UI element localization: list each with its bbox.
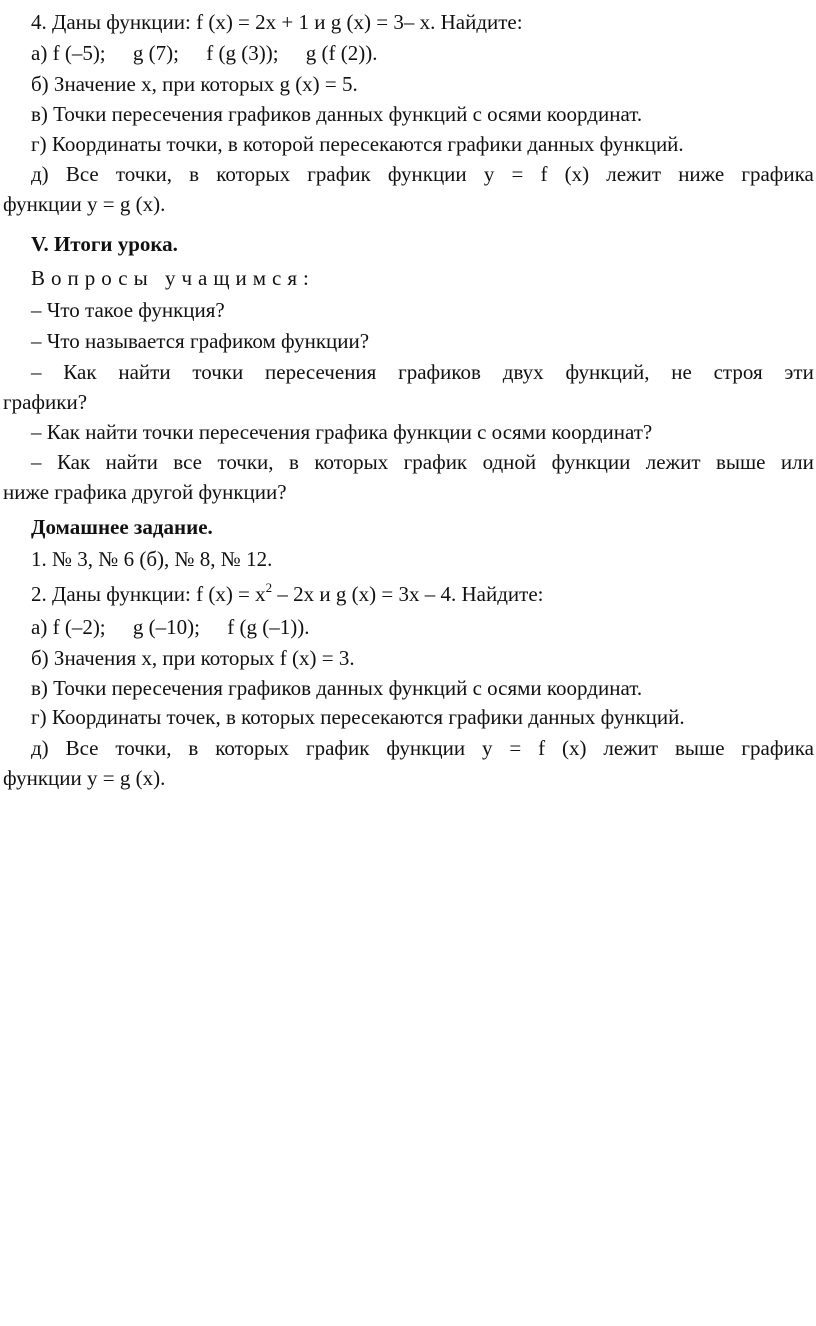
word: = bbox=[509, 736, 522, 760]
homework-a-item: f (–2); bbox=[52, 615, 106, 639]
homework-part-a bbox=[31, 617, 309, 638]
homework-a-item: g (–10); bbox=[132, 615, 200, 639]
word: (x) bbox=[561, 736, 587, 760]
word: эти bbox=[784, 360, 814, 384]
homework-item-1: 1. № 3, № 6 (б), № 8, № 12. bbox=[31, 547, 273, 571]
word: точки, bbox=[115, 736, 172, 760]
word: лежит bbox=[603, 736, 659, 760]
question-4: – Как найти точки пересечения графика функции с осями координат? bbox=[31, 420, 653, 444]
word: д) bbox=[31, 162, 49, 186]
homework-and: и bbox=[319, 582, 331, 606]
task4-and: и bbox=[314, 10, 326, 34]
word: пересечения bbox=[265, 360, 377, 384]
task4-find: . Найдите: bbox=[430, 10, 523, 34]
task4-a-item: g (7); bbox=[132, 41, 179, 65]
word: которых bbox=[215, 736, 290, 760]
word: не bbox=[671, 360, 692, 384]
word: f bbox=[540, 162, 548, 186]
word: Как bbox=[63, 360, 97, 384]
questions-label-line bbox=[31, 268, 309, 289]
task4-a-item: g (f (2)). bbox=[305, 41, 378, 65]
homework-part-g: г) Координаты точек, в которых пересекаются графики данных функций. bbox=[31, 705, 685, 729]
homework-find: . Найдите: bbox=[451, 582, 544, 606]
word: лежит bbox=[645, 450, 701, 474]
word: функции bbox=[551, 450, 631, 474]
word: график bbox=[305, 736, 370, 760]
question-5-line1 bbox=[31, 452, 814, 473]
word: – bbox=[31, 450, 42, 474]
word: функции bbox=[386, 736, 466, 760]
task4-intro: 4. Даны функции: bbox=[31, 10, 191, 34]
word: или bbox=[780, 450, 814, 474]
word: выше bbox=[675, 736, 725, 760]
homework-item2-intro: 2. Даны функции: bbox=[31, 582, 191, 606]
task4-a-item: f (–5); bbox=[52, 41, 106, 65]
word: функций, bbox=[565, 360, 650, 384]
word: которых bbox=[314, 450, 389, 474]
word: в bbox=[288, 450, 299, 474]
word: в bbox=[189, 162, 200, 186]
task4-a-item: f (g (3)); bbox=[206, 41, 279, 65]
word: Все bbox=[65, 162, 99, 186]
word: графика bbox=[741, 162, 814, 186]
word: строя bbox=[713, 360, 763, 384]
homework-item-2 bbox=[31, 580, 544, 606]
word: – bbox=[31, 360, 42, 384]
task4-f-definition: f (x) = 2x + 1 bbox=[196, 10, 309, 34]
word: Как bbox=[56, 450, 91, 474]
question-5-line2: ниже графика другой функции? bbox=[3, 480, 287, 504]
homework-part-d-line2: функции y = g (x). bbox=[3, 766, 166, 790]
word: (x) bbox=[564, 162, 590, 186]
task4-g-definition: g (x) = 3– x bbox=[330, 10, 431, 34]
task4-part-d-line1 bbox=[31, 164, 814, 185]
word: д) bbox=[31, 736, 49, 760]
task4-a-label: а) bbox=[31, 41, 48, 65]
question-3-line1 bbox=[31, 362, 814, 383]
homework-a-item: f (g (–1)). bbox=[227, 615, 310, 639]
word: график bbox=[403, 450, 468, 474]
task4-part-b: б) Значение x, при которых g (x) = 5. bbox=[31, 72, 358, 96]
task4-part-v: в) Точки пересечения графиков данных функций с осями координат. bbox=[31, 102, 643, 126]
homework-part-v: в) Точки пересечения графиков данных функций с осями координат. bbox=[31, 676, 643, 700]
word: лежит bbox=[606, 162, 662, 186]
summary-heading: V. Итоги урока. bbox=[31, 232, 178, 256]
word: графика bbox=[741, 736, 814, 760]
word: Все bbox=[65, 736, 99, 760]
word: двух bbox=[502, 360, 544, 384]
word: которых bbox=[216, 162, 291, 186]
homework-f-definition: f $(x) = x^2 - 2x$ bbox=[196, 580, 315, 606]
word: графиков bbox=[398, 360, 481, 384]
task4-part-d-line2: функции y = g (x). bbox=[3, 192, 166, 216]
homework-heading: Домашнее задание. bbox=[31, 515, 213, 539]
word: f bbox=[538, 736, 546, 760]
task4-statement bbox=[31, 12, 523, 33]
homework-g-definition: g (x) = 3x – 4 bbox=[335, 582, 451, 606]
word: точки, bbox=[115, 162, 173, 186]
question-1: – Что такое функция? bbox=[31, 298, 225, 322]
word: точки bbox=[192, 360, 244, 384]
word: найти bbox=[118, 360, 171, 384]
word: все bbox=[173, 450, 202, 474]
word: выше bbox=[715, 450, 766, 474]
question-3-line2: графики? bbox=[3, 390, 88, 414]
questions-label: Вопросы учащимся bbox=[31, 266, 304, 290]
word: точки, bbox=[217, 450, 274, 474]
homework-a-label: а) bbox=[31, 615, 48, 639]
word: одной bbox=[482, 450, 537, 474]
word: функции bbox=[387, 162, 467, 186]
exponent: 2 bbox=[265, 580, 273, 595]
homework-part-b: б) Значения x, при которых f (x) = 3. bbox=[31, 646, 355, 670]
task4-part-a bbox=[31, 43, 378, 64]
questions-colon: : bbox=[303, 266, 309, 290]
word: ниже bbox=[678, 162, 725, 186]
word: график bbox=[307, 162, 371, 186]
homework-part-d-line1 bbox=[31, 738, 814, 759]
word: = bbox=[511, 162, 524, 186]
question-2: – Что называется графиком функции? bbox=[31, 329, 370, 353]
word: найти bbox=[105, 450, 158, 474]
word: y bbox=[483, 162, 495, 186]
task4-part-g: г) Координаты точки, в которой пересекаются графики данных функций. bbox=[31, 132, 684, 156]
word: в bbox=[188, 736, 199, 760]
word: y bbox=[481, 736, 493, 760]
